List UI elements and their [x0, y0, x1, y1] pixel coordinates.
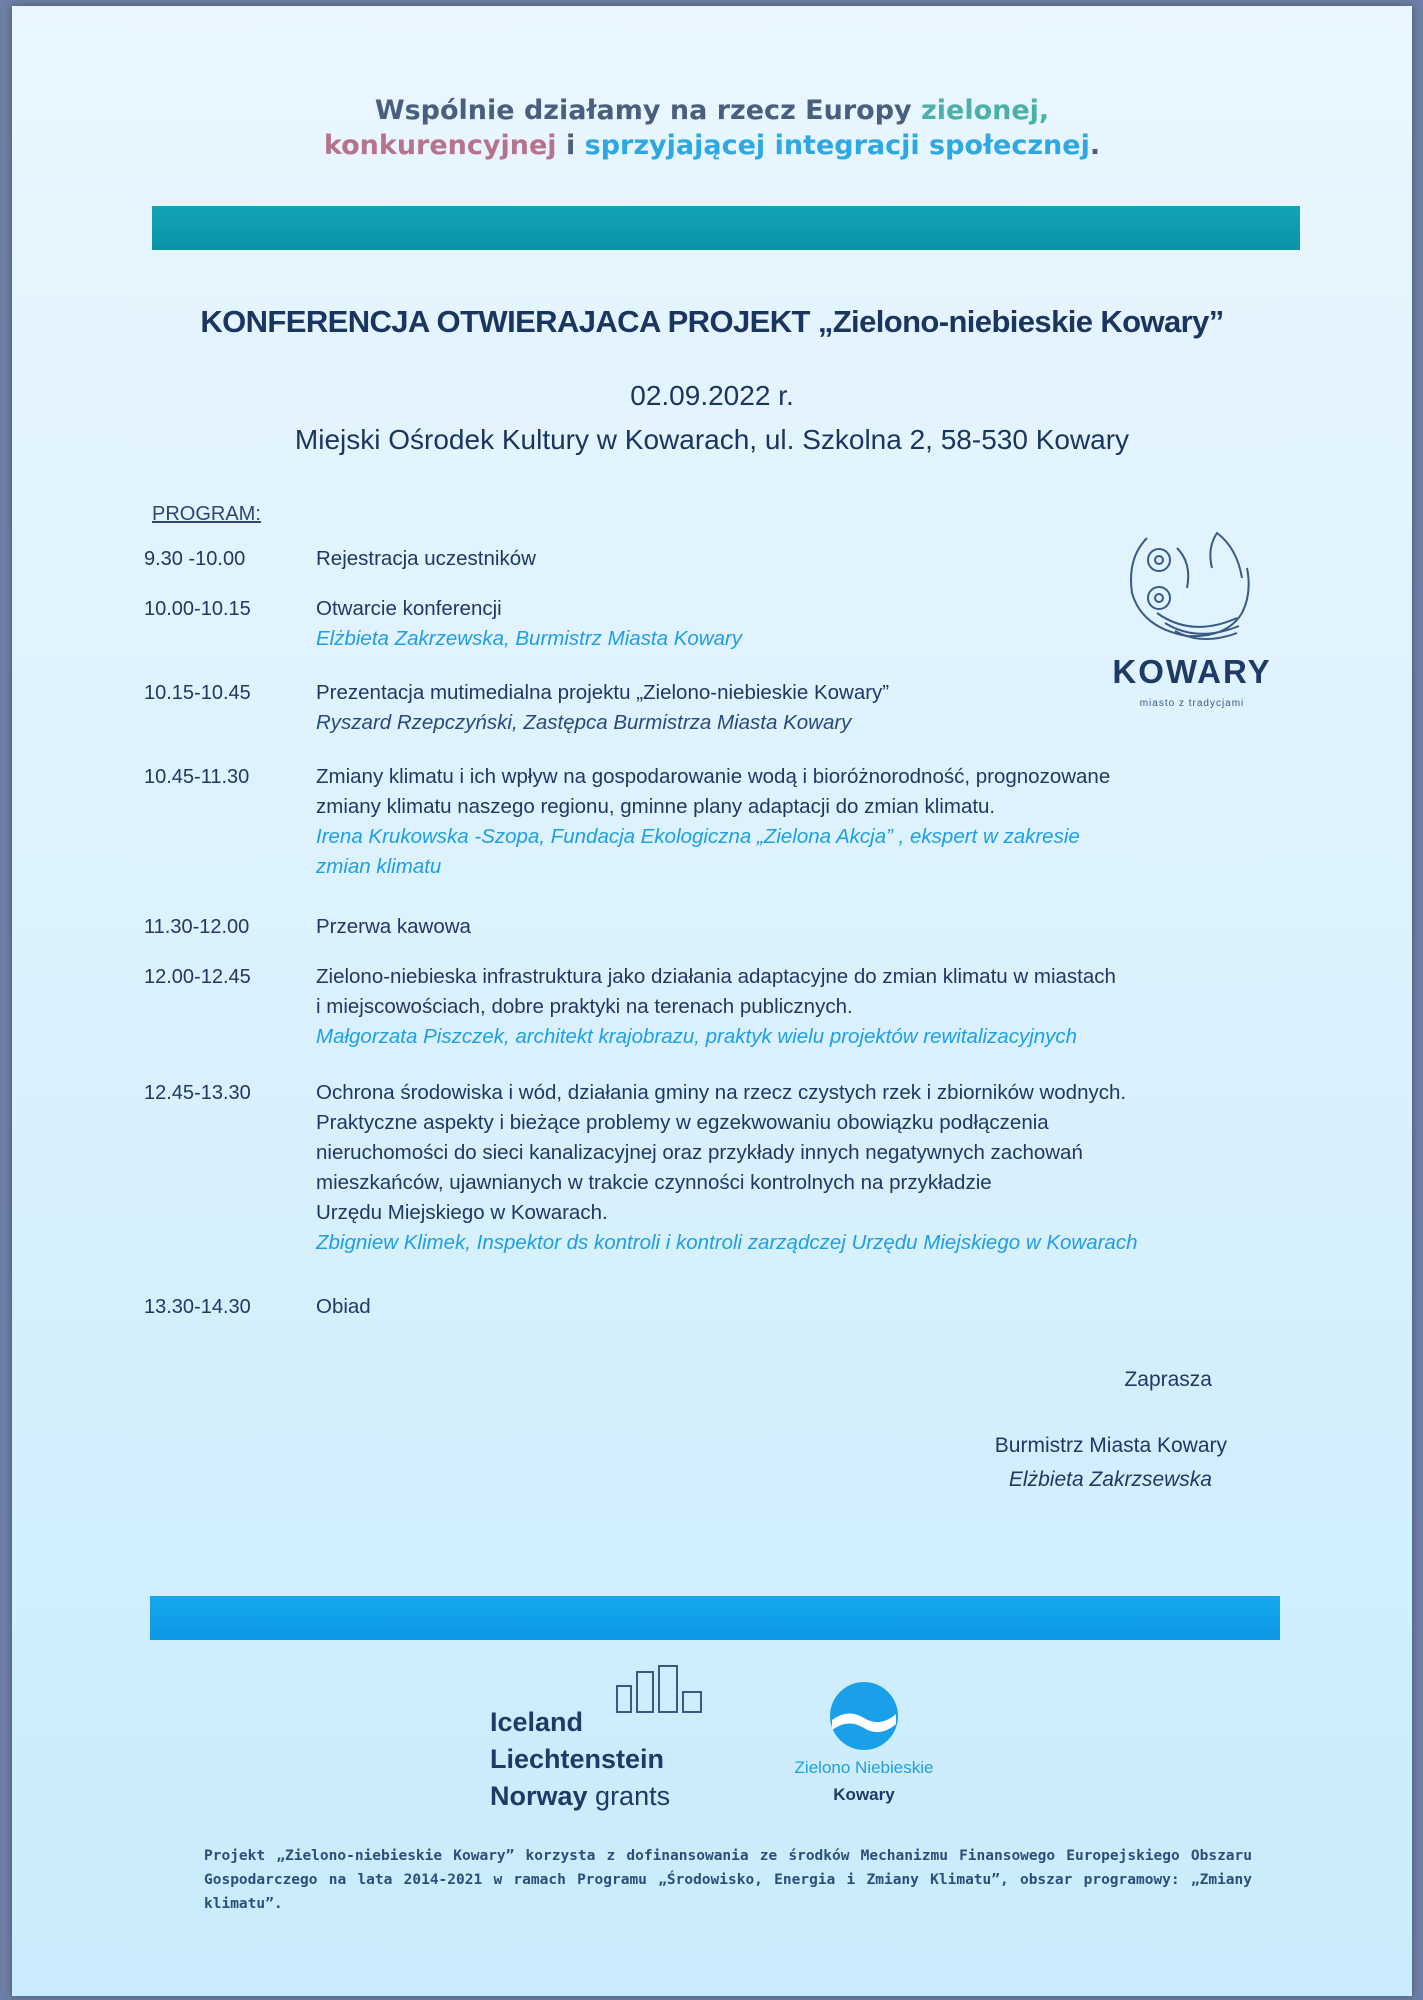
agenda-description: Obiad [316, 1295, 371, 1318]
agenda-description: i miejscowościach, dobre praktyki na terenach publicznych. [316, 995, 853, 1018]
agenda-speaker: Małgorzata Piszczek, architekt krajobrazu, praktyk wielu projektów rewitalizacyjnych [316, 1025, 1078, 1048]
kowary-emblem-icon [1087, 518, 1297, 648]
funding-footer: Projekt „Zielono-niebieskie Kowary” korzysta z dofinansowania ze środków Mechanizmu Finansowego Europejskiego Obszaru Gospodarczego na lata 2014-2021 w ramach Programu „Środowisko, Energia i Zmiany Klimatu”, obszar programowy: „Zmiany klimatu”. [204, 1848, 1252, 1912]
motto-blue-words: sprzyjającej integracji społecznej [584, 130, 1090, 161]
eea-grants-word: grants [587, 1781, 671, 1811]
agenda-description: Otwarcie konferencji [316, 597, 502, 620]
motto-green-word: zielonej, [921, 95, 1050, 126]
motto-pink-word: konkurencyjnej [323, 130, 557, 161]
conference-venue: Miejski Ośrodek Kultury w Kowarach, ul. Szkolna 2, 58-530 Kowary [294, 424, 1130, 455]
zn-logo-name: Zielono Niebieskie [794, 1758, 934, 1777]
agenda-description: nieruchomości do sieci kanalizacyjnej oraz przykłady innych negatywnych zachowań [316, 1141, 1083, 1164]
agenda-description: Przerwa kawowa [316, 915, 471, 938]
agenda-content [316, 912, 1296, 942]
agenda-speaker: Elżbieta Zakrzewska, Burmistrz Miasta Kowary [316, 627, 743, 650]
agenda-speaker: Zbigniew Klimek, Inspektor ds kontroli i kontroli zarządczej Urzędu Miejskiego w Kowarach [316, 1231, 1138, 1254]
agenda-description: Zmiany klimatu i ich wpływ na gospodarowanie wodą i bioróżnorodność, prognozowane [316, 765, 1111, 788]
document-sheet [12, 6, 1412, 1996]
agenda-time: 11.30-12.00 [144, 916, 250, 938]
agenda-content [316, 762, 1296, 882]
eea-building-icon [615, 1664, 705, 1714]
eea-line-norway [490, 1778, 670, 1815]
conference-date: 02.09.2022 r. [630, 380, 794, 411]
eea-line-liechtenstein: Liechtenstein [490, 1744, 665, 1774]
top-divider-bar [152, 206, 1300, 250]
agenda-description: zmiany klimatu naszego regionu, gminne plany adaptacji do zmian klimatu. [316, 795, 996, 818]
agenda-speaker: Ryszard Rzepczyński, Zastępca Burmistrza Miasta Kowary [316, 711, 852, 734]
kowary-logo-tagline: miasto z tradycjami [1139, 698, 1245, 709]
bottom-divider-bar [150, 1596, 1280, 1640]
conference-title: KONFERENCJA OTWIERAJACA PROJEKT „Zielono-niebieskie Kowary” [200, 304, 1224, 339]
agenda-speaker: Irena Krukowska -Szopa, Fundacja Ekologiczna „Zielona Akcja” , ekspert w zakresie [316, 825, 1080, 848]
agenda-time: 10.00-10.15 [144, 598, 251, 620]
agenda-time: 9.30 -10.00 [144, 548, 246, 570]
agenda-description: Urzędu Miejskiego w Kowarach. [316, 1201, 608, 1224]
zn-logo-town: Kowary [833, 1785, 895, 1804]
motto-text: Wspólnie działamy na rzecz Europy [374, 95, 922, 126]
kowary-logo-word: KOWARY [1112, 653, 1272, 690]
agenda-content [316, 1078, 1296, 1258]
motto-line-2 [12, 127, 1412, 164]
eea-grants-logo-text [490, 1704, 670, 1815]
invitation-zaprasza: Zaprasza [1124, 1368, 1212, 1391]
program-label: PROGRAM: [152, 503, 261, 525]
agenda-time: 10.15-10.45 [144, 682, 251, 704]
eea-norway-word: Norway [490, 1781, 588, 1811]
agenda-time: 13.30-14.30 [144, 1296, 251, 1318]
agenda-time: 10.45-11.30 [144, 766, 250, 788]
agenda-description: Praktyczne aspekty i bieżące problemy w egzekwowaniu obowiązku podłączenia [316, 1111, 1049, 1134]
zielono-niebieskie-wave-icon [828, 1680, 900, 1752]
eea-line-iceland: Iceland [490, 1707, 584, 1737]
agenda-time: 12.45-13.30 [144, 1082, 251, 1104]
agenda-description: Zielono-niebieska infrastruktura jako działania adaptacyjne do zmian klimatu w miastach [316, 965, 1116, 988]
invitation-role: Burmistrz Miasta Kowary [994, 1434, 1227, 1457]
motto-text: i [556, 130, 585, 161]
agenda-content [316, 1292, 1296, 1322]
agenda-description: Ochrona środowiska i wód, działania gminy na rzecz czystych rzek i zbiorników wodnych. [316, 1081, 1127, 1104]
agenda-time: 12.00-12.45 [144, 966, 251, 988]
motto-text: . [1089, 130, 1101, 161]
agenda-content [316, 962, 1296, 1052]
agenda-description: Rejestracja uczestników [316, 547, 536, 570]
kowary-logo [1087, 518, 1297, 718]
agenda-description: Prezentacja mutimedialna projektu „Zielono-niebieskie Kowary” [316, 681, 890, 704]
motto-line-1 [12, 92, 1412, 129]
invitation-name: Elżbieta Zakrzsewska [1008, 1468, 1212, 1491]
agenda-speaker: zmian klimatu [316, 855, 442, 878]
agenda-description: mieszkańców, ujawnianych w trakcie czynności kontrolnych na przykładzie [316, 1171, 992, 1194]
